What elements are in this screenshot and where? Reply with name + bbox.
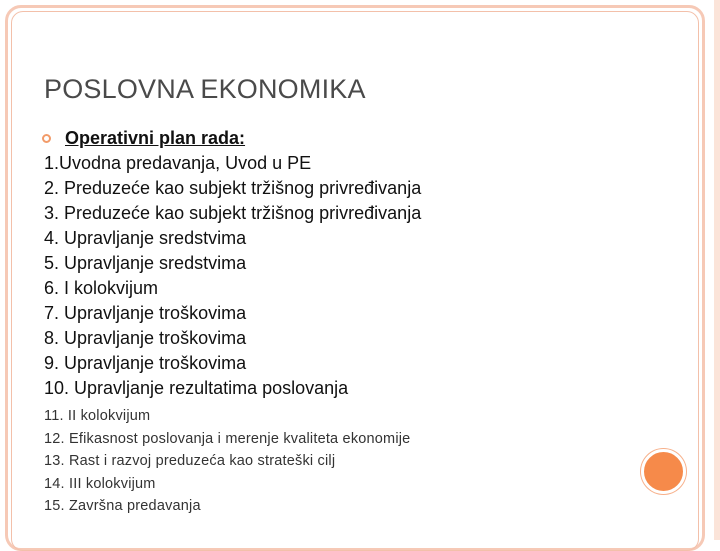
decorative-circle-icon	[641, 449, 686, 494]
plan-item-small: 14. III kolokvijum	[44, 475, 156, 492]
plan-item: 3. Preduzeće kao subjekt tržišnog privređivanja	[44, 203, 422, 223]
plan-item-small: 15. Završna predavanja	[44, 498, 201, 515]
plan-item: 6. I kolokvijum	[44, 278, 159, 298]
plan-item: 4. Upravljanje sredstvima	[44, 228, 247, 248]
plan-item-small: 13. Rast i razvoj preduzeća kao strateški cilj	[44, 453, 336, 470]
plan-item: 8. Upravljanje troškovima	[44, 328, 247, 348]
plan-item: 2. Preduzeće kao subjekt tržišnog privređivanja	[44, 178, 422, 198]
plan-item: 1.Uvodna predavanja, Uvod u PE	[44, 153, 312, 173]
plan-item: 7. Upravljanje troškovima	[44, 303, 247, 323]
slide-content	[44, 126, 664, 518]
plan-heading-line	[44, 126, 664, 151]
plan-item: 5. Upravljanje sredstvima	[44, 253, 247, 273]
slide-title: POSLOVNA EKONOMIKA	[44, 74, 366, 104]
ring-bullet-icon	[42, 134, 51, 143]
frame-right-strip	[714, 0, 720, 540]
plan-list-large	[44, 151, 664, 401]
plan-heading: Operativni plan rada:	[65, 128, 246, 148]
plan-item-small: 12. Efikasnost poslovanja i merenje kvaliteta ekonomije	[44, 430, 411, 447]
plan-item: 10. Upravljanje rezultatima poslovanja	[44, 378, 349, 398]
plan-item: 9. Upravljanje troškovima	[44, 353, 247, 373]
plan-item-small: 11. II kolokvijum	[44, 408, 151, 424]
plan-list-small	[44, 405, 664, 518]
